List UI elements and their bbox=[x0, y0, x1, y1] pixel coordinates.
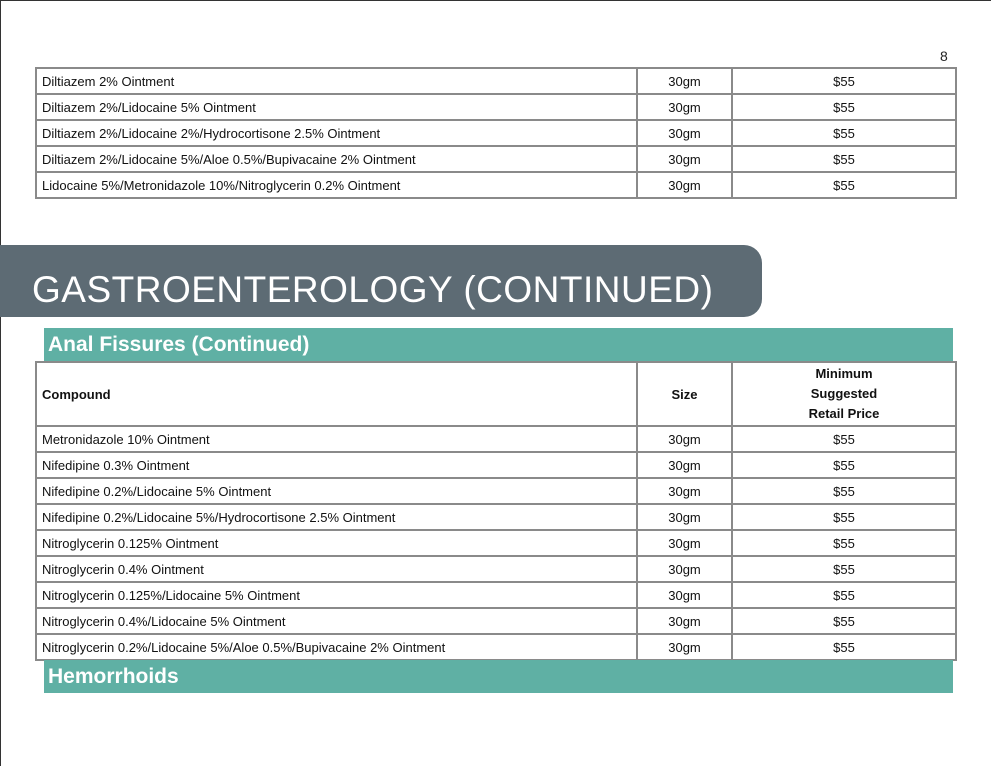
compound-cell: Diltiazem 2%/Lidocaine 5%/Aloe 0.5%/Bupivacaine 2% Ointment bbox=[36, 146, 637, 172]
table-row bbox=[36, 556, 956, 582]
compound-cell: Nitroglycerin 0.4% Ointment bbox=[36, 556, 637, 582]
compound-cell: Nifedipine 0.2%/Lidocaine 5% Ointment bbox=[36, 478, 637, 504]
table-row bbox=[36, 426, 956, 452]
price-cell: $55 bbox=[732, 556, 956, 582]
compound-cell: Nitroglycerin 0.4%/Lidocaine 5% Ointment bbox=[36, 608, 637, 634]
compound-cell: Lidocaine 5%/Metronidazole 10%/Nitroglycerin 0.2% Ointment bbox=[36, 172, 637, 198]
price-cell: $55 bbox=[732, 68, 956, 94]
price-cell: $55 bbox=[732, 426, 956, 452]
table-row bbox=[36, 634, 956, 660]
table-row bbox=[36, 120, 956, 146]
anal-fissures-price-table bbox=[35, 361, 957, 661]
compound-cell: Diltiazem 2%/Lidocaine 5% Ointment bbox=[36, 94, 637, 120]
compound-cell: Nitroglycerin 0.125% Ointment bbox=[36, 530, 637, 556]
compound-cell: Metronidazole 10% Ointment bbox=[36, 426, 637, 452]
price-cell: $55 bbox=[732, 530, 956, 556]
compound-cell: Nifedipine 0.3% Ointment bbox=[36, 452, 637, 478]
compound-cell: Nitroglycerin 0.125%/Lidocaine 5% Ointment bbox=[36, 582, 637, 608]
table-row bbox=[36, 68, 956, 94]
compound-cell: Nifedipine 0.2%/Lidocaine 5%/Hydrocortisone 2.5% Ointment bbox=[36, 504, 637, 530]
size-cell: 30gm bbox=[637, 452, 732, 478]
table-row bbox=[36, 582, 956, 608]
price-cell: $55 bbox=[732, 478, 956, 504]
price-header-line: Suggested bbox=[810, 386, 878, 401]
subsection-heading-hemorrhoids: Hemorrhoids bbox=[44, 660, 953, 693]
page-border-left bbox=[0, 0, 1, 766]
price-cell: $55 bbox=[732, 172, 956, 198]
column-header-size: Size bbox=[637, 362, 732, 426]
size-cell: 30gm bbox=[637, 172, 732, 198]
page-number: 8 bbox=[940, 48, 948, 64]
price-cell: $55 bbox=[732, 582, 956, 608]
page-border-top bbox=[0, 0, 991, 1]
compound-cell: Diltiazem 2% Ointment bbox=[36, 68, 637, 94]
price-cell: $55 bbox=[732, 94, 956, 120]
table-row bbox=[36, 530, 956, 556]
table-row bbox=[36, 146, 956, 172]
price-cell: $55 bbox=[732, 608, 956, 634]
price-cell: $55 bbox=[732, 146, 956, 172]
table-row bbox=[36, 504, 956, 530]
price-cell: $55 bbox=[732, 452, 956, 478]
price-cell: $55 bbox=[732, 504, 956, 530]
table-header-row bbox=[36, 362, 956, 426]
size-cell: 30gm bbox=[637, 478, 732, 504]
table-row bbox=[36, 608, 956, 634]
size-cell: 30gm bbox=[637, 530, 732, 556]
column-header-compound: Compound bbox=[36, 362, 637, 426]
compound-cell: Diltiazem 2%/Lidocaine 2%/Hydrocortisone 2.5% Ointment bbox=[36, 120, 637, 146]
size-cell: 30gm bbox=[637, 504, 732, 530]
compound-cell: Nitroglycerin 0.2%/Lidocaine 5%/Aloe 0.5%/Bupivacaine 2% Ointment bbox=[36, 634, 637, 660]
size-cell: 30gm bbox=[637, 634, 732, 660]
size-cell: 30gm bbox=[637, 582, 732, 608]
price-header-line: Retail Price bbox=[808, 406, 880, 421]
price-cell: $55 bbox=[732, 634, 956, 660]
size-cell: 30gm bbox=[637, 426, 732, 452]
table-row bbox=[36, 452, 956, 478]
table-row bbox=[36, 172, 956, 198]
size-cell: 30gm bbox=[637, 608, 732, 634]
column-header-price bbox=[732, 362, 956, 426]
size-cell: 30gm bbox=[637, 94, 732, 120]
table-row bbox=[36, 478, 956, 504]
size-cell: 30gm bbox=[637, 556, 732, 582]
section-title: GASTROENTEROLOGY (CONTINUED) bbox=[32, 269, 714, 310]
size-cell: 30gm bbox=[637, 68, 732, 94]
size-cell: 30gm bbox=[637, 146, 732, 172]
continued-price-table bbox=[35, 67, 957, 199]
size-cell: 30gm bbox=[637, 120, 732, 146]
table-row bbox=[36, 94, 956, 120]
price-cell: $55 bbox=[732, 120, 956, 146]
price-header-line: Minimum bbox=[815, 366, 873, 381]
subsection-heading-anal-fissures: Anal Fissures (Continued) bbox=[44, 328, 953, 361]
